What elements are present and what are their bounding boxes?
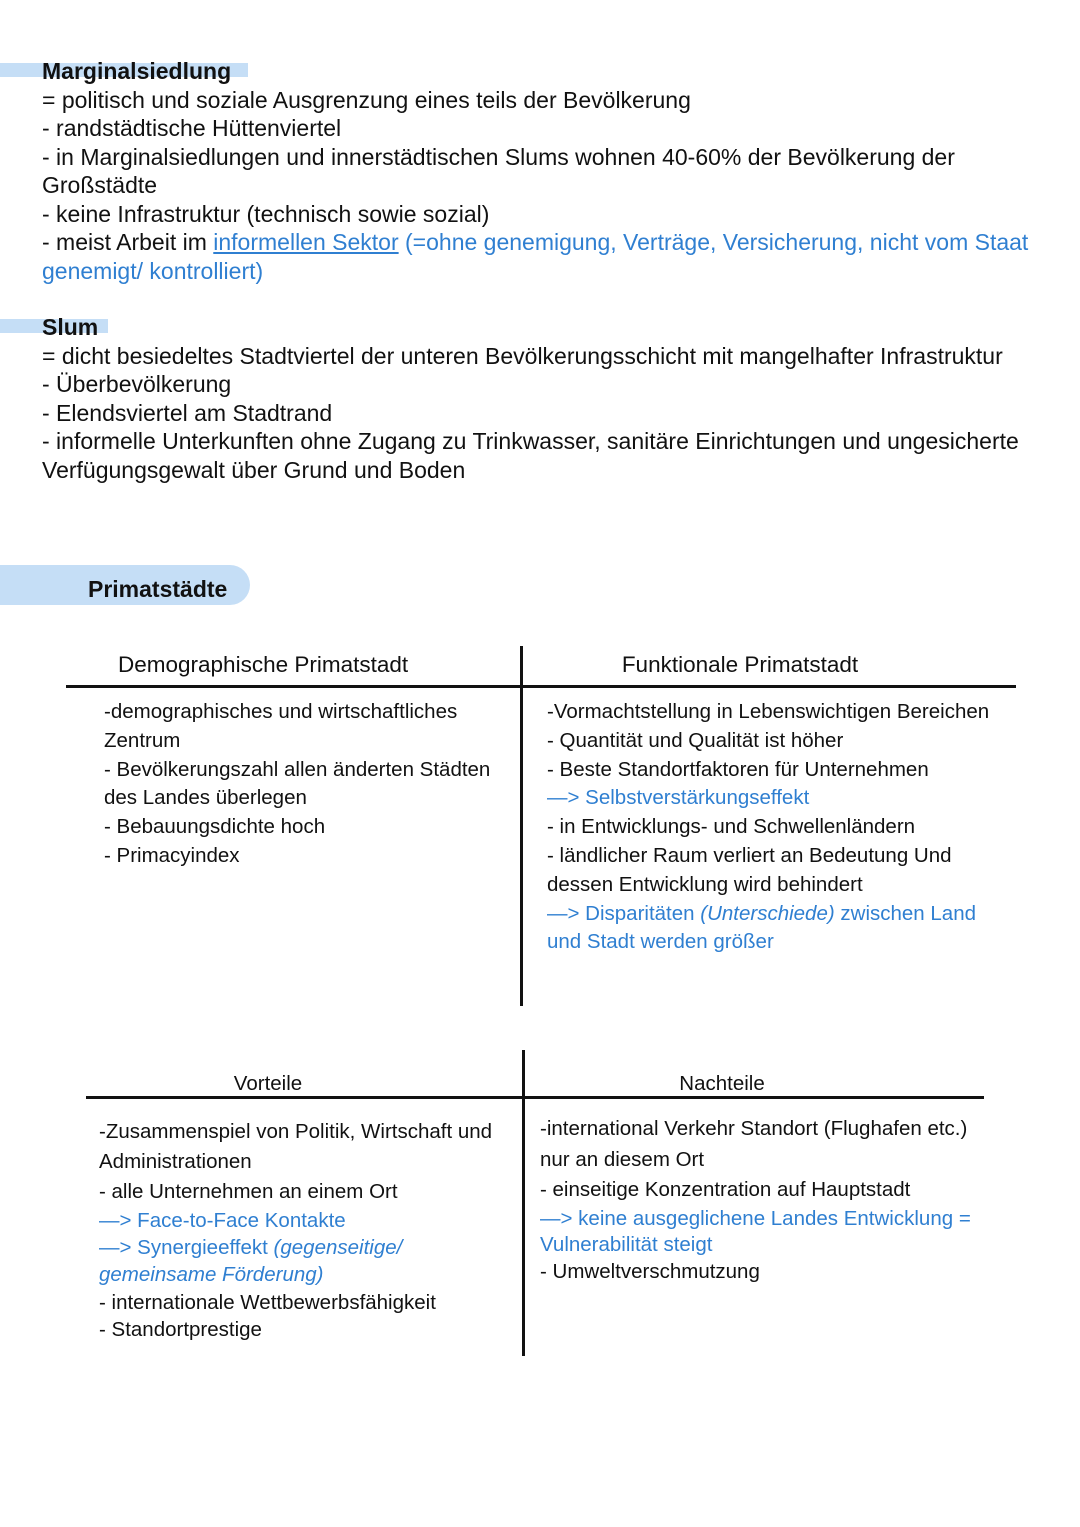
table-header-rule — [86, 1096, 984, 1099]
marginalsiedlung-definition: = politisch und soziale Ausgrenzung eines teils der Bevölkerung — [42, 86, 691, 113]
marginalsiedlung-item-2: - in Marginalsiedlungen und innerstädtischen Slums wohnen 40-60% der Bevölkerung der Großstädte — [42, 143, 955, 198]
section-marginalsiedlung — [42, 57, 1052, 285]
list-item — [99, 1234, 519, 1288]
funktionale-primatstadt-header: Funktionale Primatstadt — [621, 652, 859, 677]
list-item: - Umweltverschmutzung — [540, 1259, 760, 1283]
nachteile-list — [540, 1114, 980, 1285]
nachteile-header: Nachteile — [679, 1072, 765, 1095]
list-item: - Bevölkerungszahl allen änderten Städten des Landes überlegen — [104, 757, 491, 810]
marginalsiedlung-item-3: - keine Infrastruktur (technisch sowie sozial) — [42, 200, 490, 227]
list-item: - Standortprestige — [99, 1317, 262, 1341]
table-column-divider — [520, 646, 523, 1006]
marginalsiedlung-item-4 — [42, 228, 1052, 285]
informeller-sektor-link[interactable]: informellen Sektor — [213, 229, 399, 255]
synergieeffekt-note: (gegenseitige/ gemeinsame Förderung) — [99, 1236, 403, 1287]
vorteile-header: Vorteile — [233, 1072, 303, 1095]
list-item: - Quantität und Qualität ist höher — [547, 728, 844, 752]
list-item: —> keine ausgeglichene Landes Entwicklung = Vulnerabilität steigt — [540, 1206, 971, 1257]
section-slum — [42, 313, 1052, 484]
disparitaeten-suffix: zwischen Land und Stadt werden größer — [547, 901, 977, 954]
synergieeffekt-prefix: —> Synergieeffekt — [99, 1236, 274, 1260]
demographische-primatstadt-list — [104, 698, 509, 871]
list-item: —> Selbstverstärkungseffekt — [547, 786, 810, 810]
list-item: -Zusammenspiel von Politik, Wirtschaft und Administrationen — [99, 1120, 493, 1173]
disparitaeten-note: (Unterschiede) — [700, 901, 835, 925]
marginalsiedlung-item-1: - randstädtische Hüttenviertel — [42, 115, 342, 141]
list-item: -international Verkehr Standort (Flughafen etc.) nur an diesem Ort — [540, 1117, 968, 1171]
list-item: -Vormachtstellung in Lebenswichtigen Bereichen — [547, 700, 990, 723]
slum-item-2: - Elendsviertel am Stadtrand — [42, 399, 333, 426]
slum-definition: = dicht besiedeltes Stadtviertel der unteren Bevölkerungsschicht mit mangelhafter Infrastruktur — [42, 342, 1003, 369]
list-item — [547, 900, 992, 958]
slum-heading: Slum — [42, 314, 99, 340]
vorteile-list — [99, 1117, 519, 1343]
primatstaedte-heading: Primatstädte — [88, 576, 228, 602]
list-item: - internationale Wettbewerbsfähigkeit — [99, 1290, 436, 1314]
informeller-sektor-note: (=ohne genemigung, Verträge, Versicherung, nicht vom Staat genemigt/ kontrolliert) — [42, 229, 1029, 284]
table-column-divider — [522, 1050, 525, 1356]
slum-item-1: - Überbevölkerung — [42, 371, 232, 397]
list-item: —> Face-to-Face Kontakte — [99, 1209, 346, 1232]
disparitaeten-prefix: —> Disparitäten — [547, 901, 701, 925]
funktionale-primatstadt-list — [547, 698, 992, 957]
list-item: - einseitige Konzentration auf Hauptstadt — [540, 1178, 911, 1201]
slum-item-3: - informelle Unterkunften ohne Zugang zu Trinkwasser, sanitäre Einrichtungen und ungesicherte Verfügungsgewalt über Grund und Boden — [42, 428, 1019, 483]
list-item: -demographisches und wirtschaftliches Zentrum — [104, 700, 458, 752]
table-header-rule — [66, 685, 1016, 688]
list-item: - Bebauungsdichte hoch — [104, 815, 326, 839]
list-item: - Primacyindex — [104, 843, 240, 867]
list-item: - alle Unternehmen an einem Ort — [99, 1180, 398, 1203]
list-item: - in Entwicklungs- und Schwellenländern — [547, 815, 916, 839]
marginalsiedlung-heading: Marginalsiedlung — [42, 58, 232, 84]
item-4-prefix: - meist Arbeit im — [42, 229, 214, 255]
demographische-primatstadt-header: Demographische Primatstadt — [118, 652, 409, 677]
list-item: - Beste Standortfaktoren für Unternehmen — [547, 757, 929, 781]
list-item: - ländlicher Raum verliert an Bedeutung Und dessen Entwicklung wird behindert — [547, 843, 952, 896]
